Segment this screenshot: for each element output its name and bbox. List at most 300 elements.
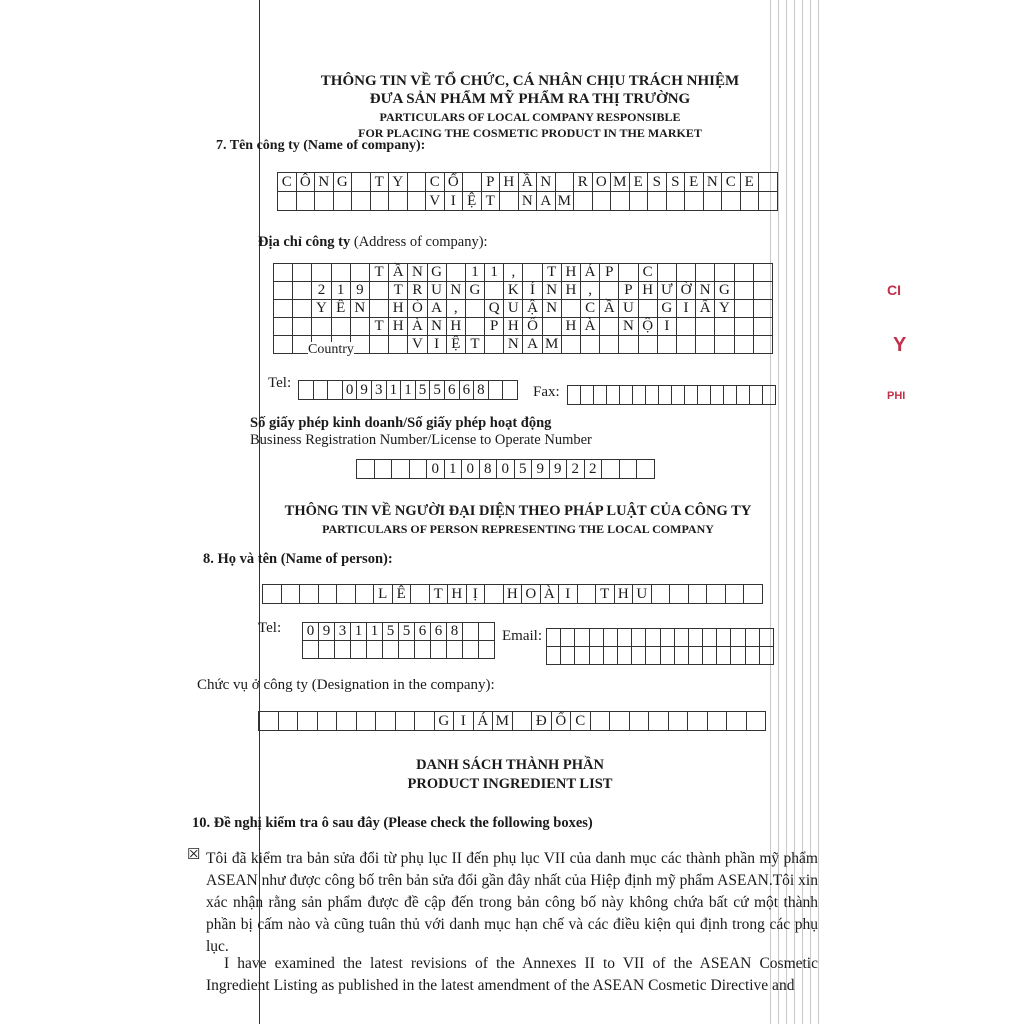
char-cell [717,629,731,647]
char-cell: 2 [312,282,331,300]
char-cell: E [741,173,760,192]
char-cell [581,386,594,405]
char-cell [415,641,431,659]
char-cell: Ò [408,300,427,318]
char-cell [763,386,776,405]
char-cell [590,647,604,665]
char-cell: T [370,318,389,336]
section7-label: 7. Tên công ty (Name of company): [216,138,426,153]
char-cell [259,712,279,731]
char-cell: N [543,282,562,300]
char-cell [689,629,703,647]
char-cell [328,381,343,400]
char-cell: N [537,173,556,192]
char-cell [600,336,619,354]
char-cell: H [504,585,523,604]
char-cell [677,264,696,282]
char-cell [661,629,675,647]
char-cell [600,318,619,336]
char-cell: T [370,264,389,282]
heading3-vi: DANH SÁCH THÀNH PHẦN [416,757,604,773]
char-cell [319,641,335,659]
char-cell [754,264,773,282]
char-cell [722,192,741,211]
char-cell [677,318,696,336]
char-cell [485,336,504,354]
fax-label: Fax: [533,384,560,400]
char-cell [274,282,293,300]
char-cell [332,264,351,282]
char-cell [652,585,671,604]
char-cell [410,460,428,479]
stamp-fragment: CI [887,282,901,298]
char-cell: 5 [399,623,415,641]
char-cell [314,381,329,400]
license-label-en: Business Registration Number/License to Operate Number [250,432,592,448]
char-cell: Ê [393,585,412,604]
char-cell: H [562,318,581,336]
char-cell [703,647,717,665]
char-cell [389,336,408,354]
char-cell: 5 [416,381,431,400]
char-cell [574,192,593,211]
char-cell [447,641,463,659]
char-cell: H [504,318,523,336]
heading3-en: PRODUCT INGREDIENT LIST [407,776,613,792]
char-cell: I [559,585,578,604]
char-cell: K [504,282,523,300]
char-cell: 6 [415,623,431,641]
char-cell [274,264,293,282]
char-cell: 1 [445,460,463,479]
char-cell: E [685,173,704,192]
char-cell [408,173,427,192]
char-cell [298,712,318,731]
char-cell: , [581,282,600,300]
char-cell [715,264,734,282]
char-cell [278,192,297,211]
designation-label: Chức vụ ở công ty (Designation in the company): [197,677,495,693]
char-cell [667,192,686,211]
char-cell [575,629,589,647]
char-cell [561,629,575,647]
char-cell [411,585,430,604]
char-cell: H [389,318,408,336]
char-cell: M [543,336,562,354]
char-cell: Y [312,300,331,318]
checkbox-checked-icon[interactable]: ☒ [187,847,201,863]
heading-vi-line2: ĐƯA SẢN PHẨM MỸ PHẨM RA THỊ TRƯỜNG [369,91,691,107]
char-cell: C [581,300,600,318]
char-cell [677,336,696,354]
char-cell: H [615,585,634,604]
char-cell [594,386,607,405]
char-cell: T [482,192,501,211]
char-cell [648,192,667,211]
char-cell [485,585,504,604]
char-cell [357,712,377,731]
char-cell: H [562,282,581,300]
char-cell [620,386,633,405]
char-cell [312,264,331,282]
char-cell: 3 [335,623,351,641]
char-cell: Á [581,264,600,282]
char-cell: G [466,282,485,300]
char-cell: P [482,173,501,192]
char-cell: 5 [430,381,445,400]
address-label: Địa chỉ công ty (Address of company): [258,234,488,250]
char-cell: E [630,173,649,192]
char-cell: U [504,300,523,318]
char-cell [754,336,773,354]
char-cell: 0 [427,460,445,479]
char-cell: I [428,336,447,354]
char-cell: Ờ [677,282,696,300]
char-cell: 9 [550,460,568,479]
char-cell: C [722,173,741,192]
char-cell: Ê [332,300,351,318]
char-cell: T [596,585,615,604]
char-cell: 5 [383,623,399,641]
char-cell: Ổ [445,173,464,192]
char-cell [604,647,618,665]
char-cell [562,300,581,318]
char-cell [754,282,773,300]
char-cell: T [371,173,390,192]
section8-label: 8. Họ và tên (Name of person): [203,551,393,567]
email-label: Email: [502,628,542,644]
char-cell [590,629,604,647]
char-cell [735,336,754,354]
char-cell: C [278,173,297,192]
char-cell: Ầ [600,300,619,318]
char-cell [658,264,677,282]
char-cell: 8 [480,460,498,479]
char-cell [562,336,581,354]
char-cell [689,647,703,665]
char-cell: N [504,336,523,354]
char-cell [746,647,760,665]
char-cell [735,318,754,336]
char-cell [367,641,383,659]
char-cell: Ấ [696,300,715,318]
char-cell [543,318,562,336]
heading-vi-line1: THÔNG TIN VỀ TỔ CHỨC, CÁ NHÂN CHỊU TRÁCH NHIỆM [320,73,740,89]
char-cell [737,386,750,405]
heading-en-line1: PARTICULARS OF LOCAL COMPANY RESPONSIBLE [379,110,681,124]
char-cell [466,300,485,318]
char-cell: 6 [431,623,447,641]
char-cell [370,300,389,318]
country-label: Country [308,342,354,357]
char-cell: , [504,264,523,282]
char-cell [711,386,724,405]
char-cell [293,264,312,282]
char-cell: U [633,585,652,604]
char-cell [293,300,312,318]
char-cell [685,386,698,405]
char-cell [727,712,747,731]
char-cell: U [619,300,638,318]
char-cell [485,282,504,300]
char-cell [279,712,299,731]
char-cell [759,192,778,211]
char-cell: Đ [532,712,552,731]
char-cell [632,647,646,665]
char-cell: Ầ [389,264,408,282]
char-cell [604,629,618,647]
char-cell [610,712,630,731]
char-cell: H [639,282,658,300]
char-cell: T [543,264,562,282]
char-cell: Ư [658,282,677,300]
char-cell [447,264,466,282]
char-cell [282,585,301,604]
char-cell [376,712,396,731]
char-cell: 2 [567,460,585,479]
heading-en-line2: FOR PLACING THE COSMETIC PRODUCT IN THE MARKET [358,126,702,140]
char-cell [375,460,393,479]
char-cell: Ô [297,173,316,192]
char-cell [396,712,416,731]
char-cell [389,192,408,211]
char-cell [415,712,435,731]
char-cell: Ố [552,712,572,731]
char-cell: T [389,282,408,300]
company-tel-grid [298,380,518,400]
char-cell [547,647,561,665]
char-cell: A [523,336,542,354]
char-cell [646,629,660,647]
char-cell [661,647,675,665]
char-cell [332,318,351,336]
char-cell: N [351,300,370,318]
char-cell: P [485,318,504,336]
char-cell [708,712,728,731]
char-cell: U [428,282,447,300]
char-cell [630,712,650,731]
char-cell: 8 [474,381,489,400]
char-cell [479,641,495,659]
char-cell [547,629,561,647]
char-cell [696,336,715,354]
char-cell [675,629,689,647]
char-cell [334,192,353,211]
char-cell [274,318,293,336]
char-cell [670,585,689,604]
char-cell: Y [389,173,408,192]
char-cell: 1 [387,381,402,400]
char-cell: 1 [401,381,416,400]
char-cell [731,647,745,665]
char-cell [659,386,672,405]
char-cell: I [658,318,677,336]
char-cell: R [408,282,427,300]
char-cell: I [677,300,696,318]
paragraph-en: I have examined the latest revisions of the Annexes II to VII of the ASEAN Cosmetic Ingredient Listing as published in the latest amendment of the ASEAN Cosmetic Directive and [206,955,818,994]
char-cell [408,192,427,211]
char-cell [466,318,485,336]
char-cell [746,629,760,647]
char-cell: T [466,336,485,354]
char-cell [715,336,734,354]
char-cell [303,641,319,659]
char-cell: N [619,318,638,336]
char-cell [351,264,370,282]
char-cell [754,318,773,336]
char-cell [297,192,316,211]
char-cell: V [426,192,445,211]
char-cell: R [574,173,593,192]
char-cell: 2 [585,460,603,479]
address-grid [273,263,773,354]
char-cell [479,623,495,641]
char-cell: C [639,264,658,282]
char-cell: M [556,192,575,211]
char-cell: 0 [303,623,319,641]
char-cell [463,173,482,192]
char-cell [578,585,597,604]
char-cell: 1 [466,264,485,282]
char-cell: À [581,318,600,336]
char-cell [754,300,773,318]
char-cell [715,318,734,336]
char-cell [500,192,519,211]
char-cell: 1 [485,264,504,282]
char-cell: Ộ [639,318,658,336]
char-cell [293,282,312,300]
char-cell: H [448,585,467,604]
char-cell: 8 [447,623,463,641]
char-cell [575,647,589,665]
char-cell [463,623,479,641]
char-cell: Ố [523,318,542,336]
char-cell: N [447,282,466,300]
char-cell: A [428,300,447,318]
char-cell: G [715,282,734,300]
char-cell [371,192,390,211]
char-cell [618,647,632,665]
char-cell [274,336,293,354]
person-tel-grid [302,622,495,659]
char-cell [263,585,282,604]
char-cell [602,460,620,479]
char-cell [689,585,708,604]
char-cell: G [334,173,353,192]
person-email-grid [546,628,774,665]
char-cell [735,264,754,282]
char-cell [707,585,726,604]
char-cell: A [537,192,556,211]
char-cell [431,641,447,659]
char-cell: 9 [319,623,335,641]
company-fax-grid [567,385,776,405]
char-cell [760,647,774,665]
char-cell [632,629,646,647]
char-cell [744,585,763,604]
char-cell: O [593,173,612,192]
char-cell: G [428,264,447,282]
char-cell [637,460,655,479]
char-cell [399,641,415,659]
char-cell: 0 [497,460,515,479]
char-cell: C [571,712,591,731]
char-cell: L [374,585,393,604]
char-cell [392,460,410,479]
char-cell: 9 [357,381,372,400]
char-cell: 1 [351,623,367,641]
char-cell: , [447,300,466,318]
char-cell: N [543,300,562,318]
char-cell: P [600,264,619,282]
char-cell [735,300,754,318]
char-cell [513,712,533,731]
char-cell [318,712,338,731]
stamp-fragment: Y [893,334,907,356]
char-cell: P [619,282,638,300]
char-cell: À [541,585,560,604]
char-cell: N [704,173,723,192]
char-cell: N [408,264,427,282]
char-cell: 6 [445,381,460,400]
char-cell: I [445,192,464,211]
char-cell [274,300,293,318]
heading2-vi: THÔNG TIN VỀ NGƯỜI ĐẠI DIỆN THEO PHÁP LUẬT CỦA CÔNG TY [284,503,752,519]
char-cell [503,381,518,400]
heading2-en: PARTICULARS OF PERSON REPRESENTING THE LOCAL COMPANY [322,522,714,536]
char-cell [726,585,745,604]
char-cell [646,647,660,665]
char-cell: S [648,173,667,192]
char-cell: O [522,585,541,604]
license-number-grid [356,459,655,479]
tel-label: Tel: [268,375,292,391]
char-cell [299,381,314,400]
char-cell: C [426,173,445,192]
char-cell [717,647,731,665]
char-cell [315,192,334,211]
char-cell [703,629,717,647]
char-cell: N [315,173,334,192]
char-cell [337,712,357,731]
char-cell [568,386,581,405]
designation-grid [258,711,766,731]
char-cell [639,300,658,318]
char-cell: 0 [462,460,480,479]
char-cell [646,386,659,405]
char-cell: N [696,282,715,300]
char-cell: Í [523,282,542,300]
char-cell [591,712,611,731]
char-cell [463,641,479,659]
char-cell [383,641,399,659]
char-cell [337,585,356,604]
char-cell: H [500,173,519,192]
char-cell [319,585,338,604]
char-cell [607,386,620,405]
char-cell [688,712,708,731]
char-cell [312,318,331,336]
char-cell [675,647,689,665]
person-name-grid [262,584,763,604]
char-cell: Ậ [523,300,542,318]
char-cell [747,712,767,731]
char-cell [672,386,685,405]
char-cell [600,282,619,300]
char-cell [620,460,638,479]
char-cell [593,192,612,211]
char-cell [370,282,389,300]
